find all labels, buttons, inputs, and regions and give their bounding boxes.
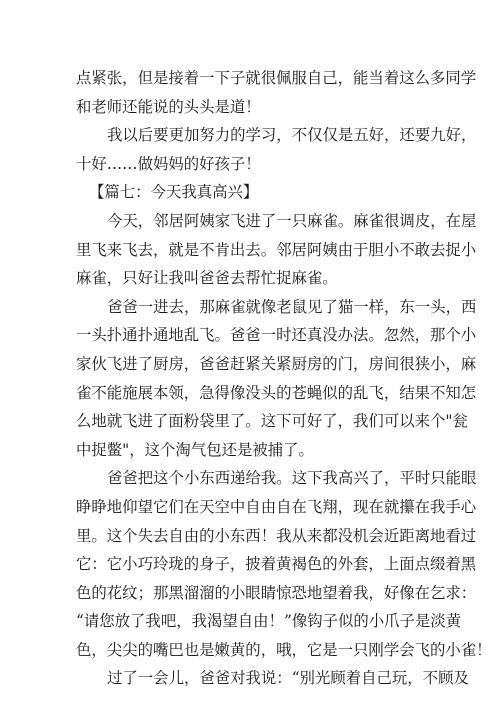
text-line: 麻雀，只好让我叫爸爸去帮忙捉麻雀。 (76, 269, 338, 288)
document-page (76, 64, 492, 693)
paragraph-first-line: 爸爸把这个小东西递给我。这下我高兴了，平时只能眼 (107, 469, 477, 488)
text-line: 点紧张，但是接着一下子就很佩服自己，能当着这么多同学 (76, 69, 477, 87)
text-line: 色，尖尖的嘴巴也是嫩黄的，哦，它是一只刚学会飞的小雀！ (76, 640, 492, 659)
text-line: 十好……做妈妈的好孩子！ (76, 154, 261, 173)
paragraph-first-line: 我以后要更加努力的学习，不仅仅是五好，还要九好， (107, 126, 477, 145)
paragraph-first-line: 过了一会儿，爸爸对我说：“别光顾着自己玩，不顾及 (107, 669, 469, 688)
text-line: 睁睁地仰望它们在天空中自由自在飞翔，现在就攥在我手心 (76, 497, 477, 516)
text-line: 它：它小巧玲珑的身子，披着黄褐色的外套，上面点缀着黑 (76, 555, 477, 574)
text-line: 中捉鳖"，这个淘气包还是被捕了。 (76, 440, 314, 459)
text-line: 色的花纹；那黑溜溜的小眼睛惊恐地望着我，好像在乞求： (76, 583, 477, 602)
section-heading: 【篇七：今天我真高兴】 (89, 183, 259, 202)
text-line: 里飞来飞去，就是不肯出去。邻居阿姨由于胆小不敢去捉小 (76, 240, 477, 259)
text-line: 么地就飞进了面粉袋里了。这下可好了，我们可以来个"瓮 (76, 412, 468, 431)
paragraph-first-line: 今天，邻居阿姨家飞进了一只麻雀。麻雀很调皮，在屋 (107, 211, 477, 230)
text-line: 里。这个失去自由的小东西！我从来都没机会近距离地看过 (76, 526, 477, 545)
text-line: 家伙飞进了厨房，爸爸赶紧关紧厨房的门，房间很狭小，麻 (76, 354, 477, 373)
text-line: 雀不能施展本领，急得像没头的苍蝇似的乱飞，结果不知怎 (76, 383, 477, 402)
text-line: 和老师还能说的头头是道！ (76, 97, 261, 116)
paragraph-first-line: 爸爸一进去，那麻雀就像老鼠见了猫一样，东一头，西 (107, 297, 477, 316)
text-line: 一头扑通扑通地乱飞。爸爸一时还真没办法。忽然，那个小 (76, 326, 477, 345)
text-line: “请您放了我吧，我渴望自由！”像钩子似的小爪子是淡黄 (76, 612, 462, 631)
